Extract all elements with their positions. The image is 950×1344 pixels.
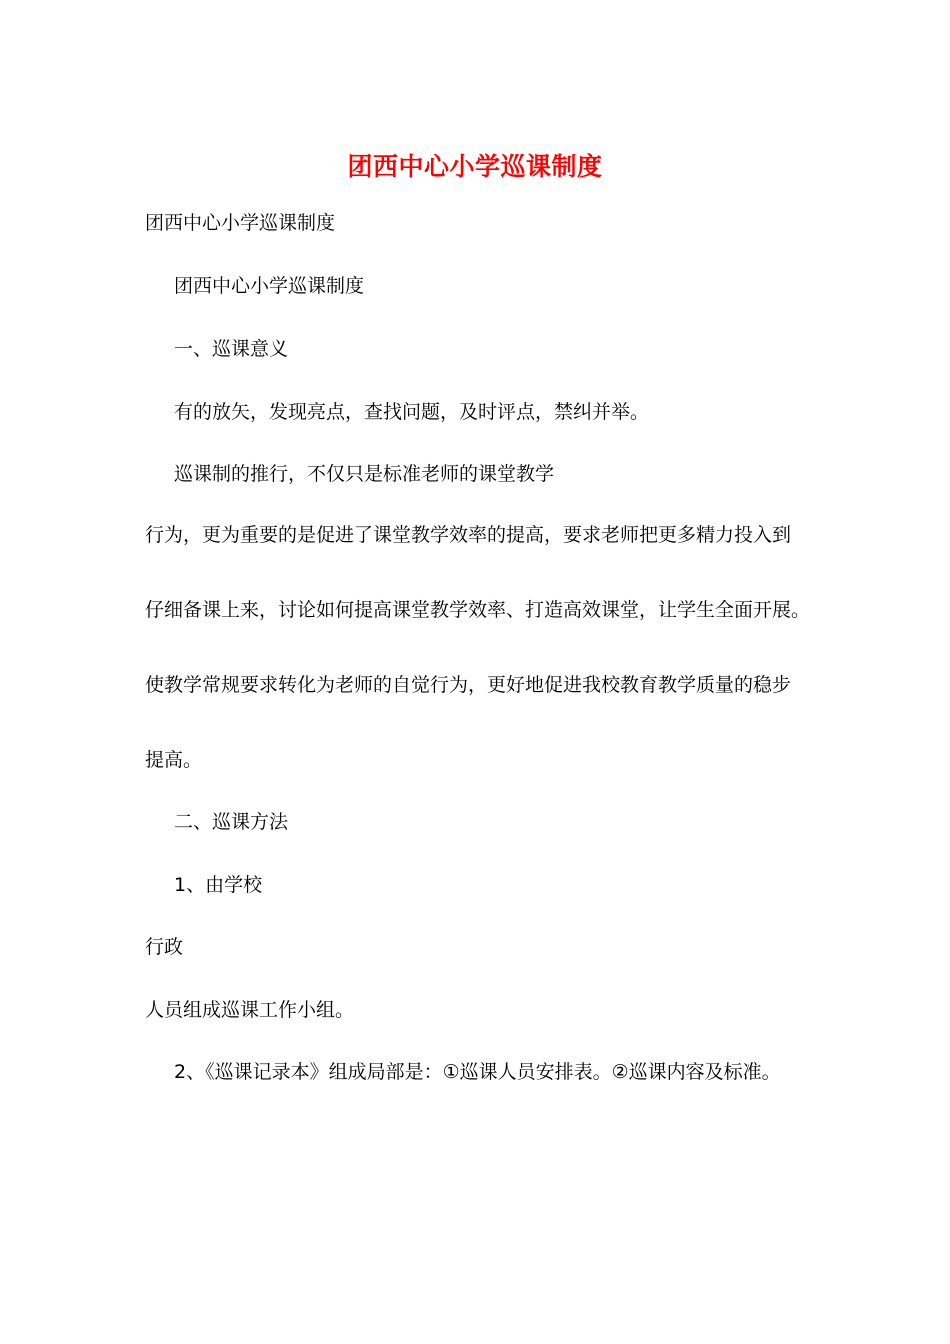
text-line: 人员组成巡课工作小组。 [145,999,355,1021]
text-line: 团西中心小学巡课制度 [174,275,365,297]
document-title: 团西中心小学巡课制度 [347,152,603,181]
text-line: 提高。 [145,749,203,771]
text-line: 有的放矢，发现亮点，查找问题，及时评点，禁纠并举。 [174,401,650,423]
text-line: 行政 [145,936,184,958]
text-line: 团西中心小学巡课制度 [145,212,336,234]
text-line: 行为，更为重要的是促进了课堂教学效率的提高，要求老师把更多精力投入到 [145,524,792,546]
text-line: 仔细备课上来，讨论如何提高课堂教学效率、打造高效课堂，让学生全面开展。 [145,599,811,621]
text-line: 1、由学校 [174,874,263,896]
section-heading: 一、巡课意义 [174,338,289,360]
text-line: 使教学常规要求转化为老师的自觉行为，更好地促进我校教育教学质量的稳步 [145,674,792,696]
text-line: 巡课制的推行，不仅只是标准老师的课堂教学 [174,463,555,485]
text-line: 2、《巡课记录本》组成局部是：①巡课人员安排表。②巡课内容及标准。 [174,1061,781,1083]
section-heading: 二、巡课方法 [174,811,289,833]
